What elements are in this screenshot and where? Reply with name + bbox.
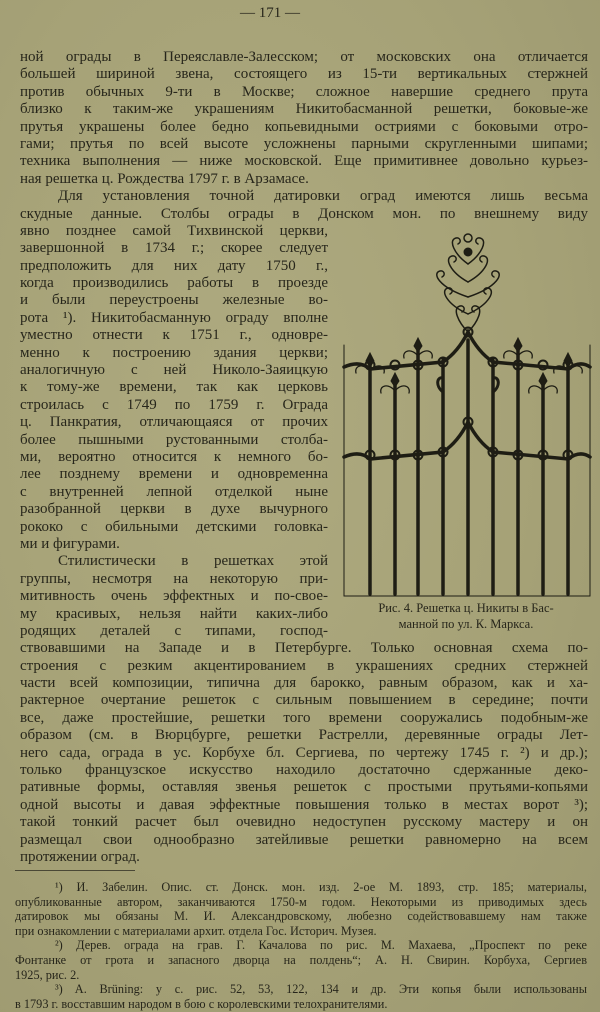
- finial-scroll: [437, 271, 468, 297]
- text-line: рактерное очертание решеток с сильным повышением в середине; почти: [20, 692, 588, 709]
- text-line: образом (см. в Вюрцбурге, решетки Растрелли, деревянные ограды Лет-: [20, 727, 588, 744]
- text-line: одной высоты и давая эффектные повышения только в местах ворот ³);: [20, 796, 588, 813]
- figure-caption: [350, 600, 582, 632]
- text-line: и были переустроены железные во-: [20, 292, 328, 309]
- footnote-line: опубликованные автором, заканчиваются 1750-м годом. Некоторыми из приводимых здесь: [15, 894, 587, 909]
- text-line: ствовавшими на Западе и в Петербурге. Только основная схема по-: [20, 640, 588, 657]
- spear-tip: [514, 338, 522, 352]
- text-line: ми, вероятно относится к немного бо-: [20, 448, 328, 465]
- text-line: строения с резким акцентированием в украшениях средних стержней: [20, 657, 588, 674]
- text-line: митивность очень эффектных и по-свое-: [20, 588, 328, 605]
- footnote-line: в 1793 г. восставшим народом в бою с королевскими телохранителями.: [15, 996, 388, 1011]
- text-line: когда производились работы в проезде: [20, 275, 328, 292]
- text-line: все, даже простейшие, решетки того времени сооружались подобным-же: [20, 709, 588, 726]
- text-line: ративные формы, оставляя звенья решеток с простыми прутьями-копьями: [20, 779, 588, 796]
- spear-tip: [414, 338, 422, 352]
- footnote-line: при ознакомлении с материалами архит. отдела Гос. Историч. Музея.: [15, 923, 377, 938]
- caption-line: Рис. 4. Решетка ц. Никиты в Бас-: [378, 601, 554, 615]
- footnote-line: 1925, рис. 2.: [15, 967, 80, 982]
- text-line: группы, несмотря на некоторую при-: [20, 570, 328, 587]
- finial-scroll: [468, 271, 499, 297]
- caption-line: манной по ул. К. Маркса.: [398, 617, 534, 631]
- text-line: к тому-же времени, так как церковь: [20, 379, 328, 396]
- text-line: завершонной в 1734 г.; скорее следует: [20, 240, 328, 257]
- text-line: ной ограды в Переяславле-Залесском; от московских она отличается: [20, 49, 588, 65]
- footnote-line: Фонтанке от грота и запасного дворца на полдень“; А. Н. Свирин. Корбуха, Сергиев: [15, 952, 587, 967]
- spear-tip: [391, 373, 399, 387]
- page-number: — 171 —: [240, 5, 300, 21]
- footnote-line: ³) A. Brüning: у с. рис. 52, 53, 122, 134 и др. Эти копья были использованы: [55, 982, 587, 997]
- text-line: лее позднему времени и одновременна: [20, 466, 328, 483]
- footnote-separator: [15, 870, 135, 871]
- text-line: ная решетка ц. Рождества 1797 г. в Арзамасе.: [20, 170, 309, 187]
- text-line: части всей композиции, типична для барокко, равным образом, как и ха-: [20, 675, 588, 692]
- finial-scroll: [468, 256, 487, 282]
- text-line: с внутренней лепной отделкой ныне: [20, 483, 328, 500]
- text-line: размещал свои однообразно затейливые решетки равномерно на всем: [20, 831, 588, 848]
- text-line: против обычных 9-ти в Москве; сложное навершие среднего прута: [20, 83, 588, 100]
- text-line: техника выполнения — ниже московской. Еще примитивнее довольно курьез-: [20, 153, 588, 170]
- text-line: родящих деталей с типами, господ-: [20, 622, 328, 639]
- finial-top: [464, 234, 472, 242]
- footnote-line: датировок мы обязаны М. И. Александровскому, любезно содействовавшему нам также: [15, 909, 587, 924]
- text-line: уместно отнести к 1751 г., одновре-: [20, 327, 328, 344]
- text-line: гами; прутья по всей высоте усложнены парными скругленными шипами;: [20, 135, 588, 152]
- footnote-line: ²) Дерев. ограда на грав. Г. Качалова по рис. М. Махаева, „Проспект по реке: [55, 938, 587, 953]
- text-line: рококо с обильными детскими головка-: [20, 518, 328, 535]
- text-line: близко к таким-же украшениям Никитобасманной решетки, боковые-же: [20, 101, 588, 118]
- text-line: более пышными рустованными столба-: [20, 431, 328, 448]
- finial-knob: [464, 248, 472, 256]
- text-line: Для установления точной датировки оград имеются лишь весьма: [58, 188, 588, 205]
- footnote-line: ¹) И. Забелин. Опис. ст. Донск. мон. изд. 2-ое М. 1893, стр. 185; материалы,: [55, 880, 587, 894]
- text-line: скудные данные. Столбы ограды в Донском мон. по внешнему виду: [20, 205, 588, 222]
- text-line: ми и фигурами.: [20, 535, 120, 552]
- text-line: явно позднее самой Тихвинской церкви,: [20, 222, 328, 239]
- text-line: ц. Панкратия, отличающаяся от прочих: [20, 414, 328, 431]
- text-line: разобранной церкви в духе вычурного: [20, 501, 328, 518]
- text-line: протяжении оград.: [20, 848, 140, 865]
- text-line: такой тонкий расчет был очевидно недоступен русскому мастеру и он: [20, 814, 588, 831]
- text-line: прутья украшены более бедно копьевидными остриями с боковыми отро-: [20, 118, 588, 135]
- footnotes: [15, 880, 587, 1011]
- text-line: только французское искусство находило достаточно сдержанные деко-: [20, 762, 588, 779]
- text-line: большей шириной звена, состоящего из 15-ти вертикальных стержней: [20, 66, 588, 83]
- fence-illustration: [340, 222, 595, 600]
- text-line: аналогичную с ней Николо-Заяицкую: [20, 362, 328, 379]
- spear-tip: [539, 373, 547, 387]
- finial-scroll: [449, 256, 468, 282]
- text-line: предположить для них дату 1750 г.,: [20, 257, 328, 274]
- text-line: рота ¹). Никитобасманную ограду вполне: [20, 309, 328, 326]
- text-line: него сада, ограда в ус. Корбухе бл. Сергиева, по чертежу 1745 г. ²) и др.);: [20, 744, 588, 761]
- text-line: строилась с 1749 по 1759 г. Ограда: [20, 396, 328, 413]
- text-line: му красивых, нельзя найти каких-либо: [20, 605, 328, 622]
- text-line: Стилистически в решетках этой: [58, 553, 328, 570]
- text-line: менно к построению здания церкви;: [20, 344, 328, 361]
